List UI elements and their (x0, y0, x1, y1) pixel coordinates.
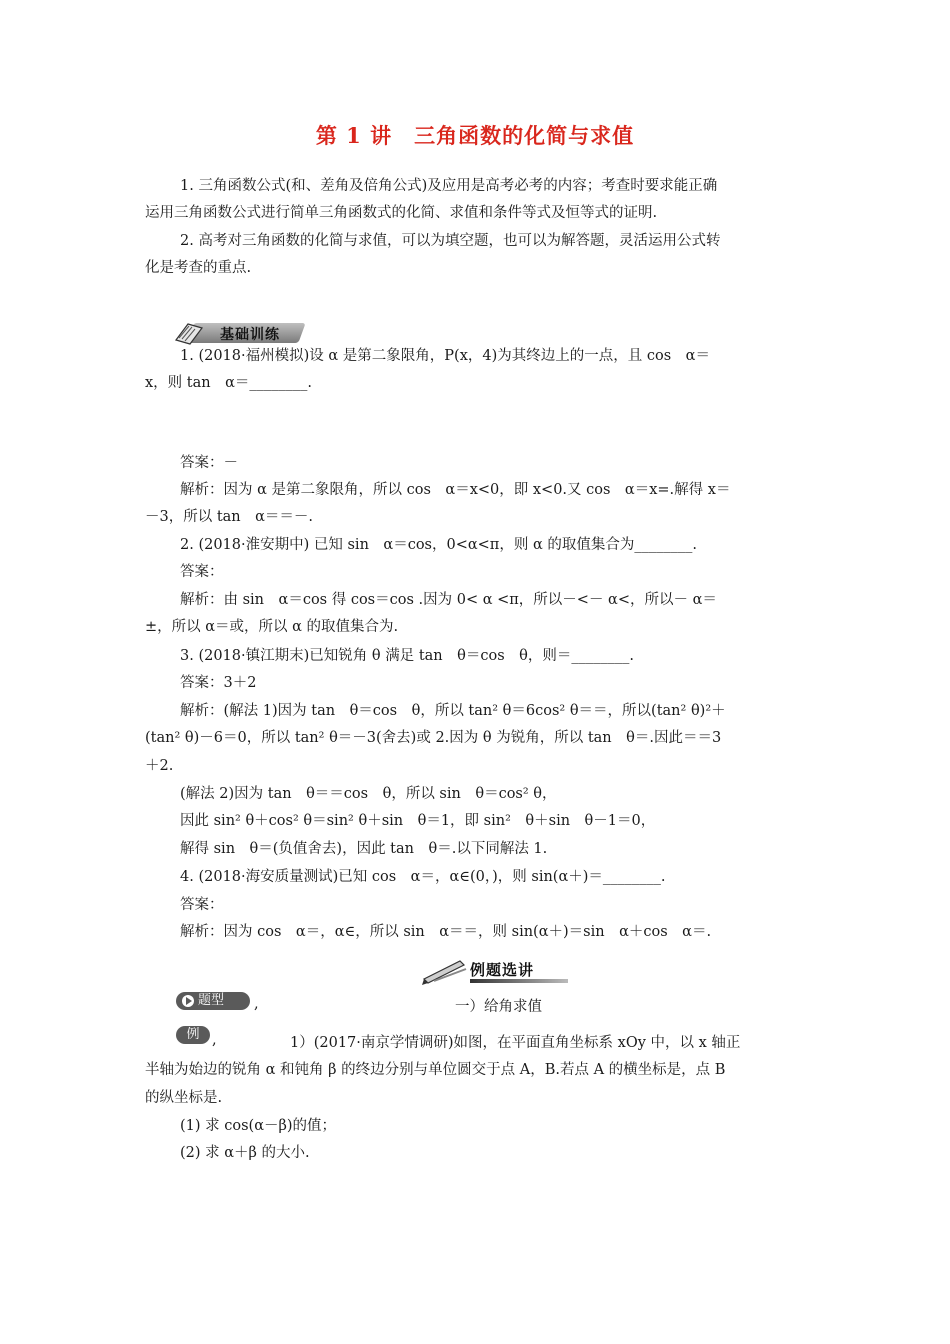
example-part-2: (2) 求 α＋β 的大小. (180, 1145, 310, 1161)
q4-explain-1: 解析：因为 cos α＝，α∈，所以 sin α＝＝，则 sin(α＋)＝sin α＋cos α＝. (180, 924, 712, 940)
q3-explain-1: 解析：(解法 1)因为 tan θ＝cos θ，所以 tan² θ＝6cos² θ＝＝，所以(tan² θ)²＋ (180, 703, 726, 719)
type-comma: , (254, 996, 259, 1012)
q2-explain-2: ±，所以 α＝或，所以 α 的取值集合为. (145, 619, 399, 635)
example-part-1: (1) 求 cos(α－β)的值； (180, 1118, 337, 1134)
q3-line-1: 3. (2018·镇江期末)已知锐角 θ 满足 tan θ＝cos θ，则＝________. (180, 648, 634, 664)
q4-answer: 答案： (180, 897, 224, 913)
intro-line-4: 化是考查的重点. (145, 260, 252, 276)
q1-line-2: x，则 tan α＝________. (145, 375, 312, 391)
intro-line-3: 2. 高考对三角函数的化简与求值，可以为填空题，也可以为解答题，灵活运用公式转 (180, 233, 721, 249)
q3-explain-4: (解法 2)因为 tan θ＝＝cos θ，所以 sin θ＝cos² θ， (180, 786, 557, 802)
banner-label: 基础训练 (220, 327, 280, 343)
q2-line-1: 2. (2018·淮安期中) 已知 sin α＝cos，0<α<π，则 α 的取值集合为________. (180, 537, 697, 553)
example-line-3: 的纵坐标是. (145, 1090, 223, 1106)
q3-explain-6: 解得 sin θ＝(负值舍去)，因此 tan θ＝.以下同解法 1. (180, 841, 548, 857)
example-line-1: 1）(2017·南京学情调研)如图，在平面直角坐标系 xOy 中，以 x 轴正 (290, 1035, 741, 1051)
book-icon (172, 318, 206, 346)
q2-answer: 答案： (180, 564, 224, 580)
q2-explain-1: 解析：由 sin α＝cos 得 cos＝cos .因为 0< α <π，所以－<－ α<，所以－ α＝ (180, 592, 717, 608)
q3-answer: 答案：3＋2 (180, 675, 257, 691)
page-title: 第 1 讲 三角函数的化简与求值 (315, 123, 635, 148)
section-banner-examples (420, 955, 570, 987)
q1-answer: 答案：－ (180, 455, 238, 471)
banner-label: 例题选讲 (470, 961, 535, 979)
section-banner-basic (172, 318, 322, 346)
q1-line-1: 1. (2018·福州模拟)设 α 是第二象限角，P(x，4)为其终边上的一点，且 cos α＝ (180, 348, 710, 364)
q1-explain-2: －3，所以 tan α＝＝－. (145, 509, 314, 525)
play-icon (182, 995, 194, 1007)
intro-line-1: 1. 三角函数公式(和、差角及倍角公式)及应用是高考必考的内容；考查时要求能正确 (180, 178, 718, 194)
banner-underline (470, 979, 568, 983)
pen-icon (420, 955, 470, 987)
q3-explain-5: 因此 sin² θ＋cos² θ＝sin² θ＋sin θ＝1，即 sin² θ＋sin θ－1＝0， (180, 813, 656, 829)
intro-line-2: 运用三角函数公式进行简单三角函数式的化简、求值和条件等式及恒等式的证明. (145, 205, 658, 221)
type-title: 一）给角求值 (455, 999, 542, 1015)
type-tag-label: 题型 (198, 993, 225, 1008)
q3-explain-2: (tan² θ)－6＝0，所以 tan² θ＝－3(舍去)或 2.因为 θ 为锐角，所以 tan θ＝.因此＝＝3 (145, 730, 722, 746)
q4-line-1: 4. (2018·海安质量测试)已知 cos α＝，α∈(0，)，则 sin(α＋)＝________. (180, 869, 666, 885)
example-tag: 例 (176, 1026, 210, 1044)
example-line-2: 半轴为始边的锐角 α 和钝角 β 的终边分别与单位圆交于点 A，B.若点 A 的横坐标是，点 B (145, 1062, 726, 1078)
example-comma: , (212, 1032, 217, 1048)
q1-explain-1: 解析：因为 α 是第二象限角，所以 cos α＝x<0，即 x<0.又 cos α＝x=.解得 x＝ (180, 482, 731, 498)
q3-explain-3: ＋2. (145, 758, 174, 774)
type-tag (176, 992, 250, 1010)
